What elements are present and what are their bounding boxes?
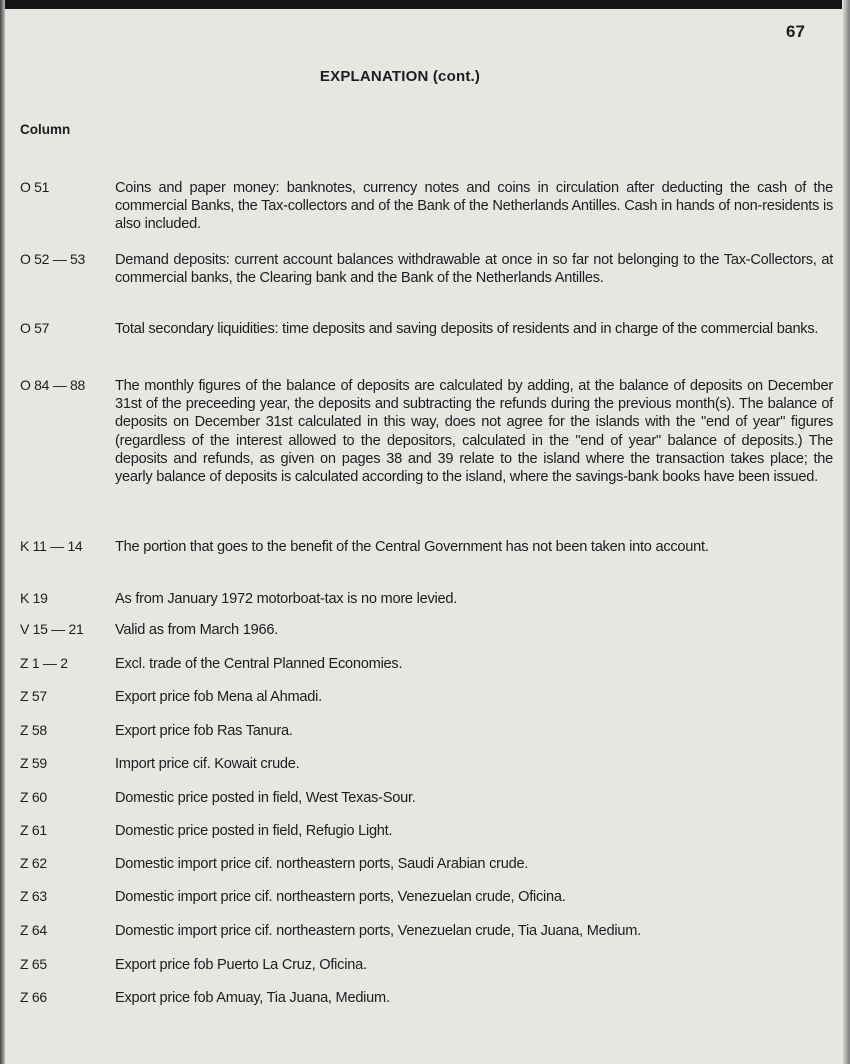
scan-right-edge [842,0,850,1064]
explanation-text: Domestic import price cif. northeastern ports, Venezuelan crude, Tia Juana, Medium. [115,923,641,939]
explanation-text: Import price cif. Kowait crude. [115,756,300,772]
column-code: V 15 — 21 [20,621,84,637]
explanation-text: Domestic import price cif. northeastern ports, Venezuelan crude, Oficina. [115,889,566,905]
column-code: Z 65 [20,956,47,972]
column-code: Z 57 [20,688,47,704]
explanation-text: Coins and paper money: banknotes, currency notes and coins in circulation after deducting the cash of the commercial Banks, the Tax-collectors and of the Bank of the Netherlands Antilles. Cash in hands of non-residents is also included. [115,180,833,233]
explanation-text: Valid as from March 1966. [115,622,279,638]
page-title: EXPLANATION (cont.) [319,68,481,85]
column-code: Z 64 [20,922,47,938]
column-code: O 84 — 88 [20,377,86,393]
column-header: Column [20,122,71,137]
column-code: O 57 [20,320,50,336]
explanation-text: The monthly figures of the balance of deposits are calculated by adding, at the balance of deposits on December 31st of the preceeding year, the deposits and subtracting the refunds during the previous month(s). The balance of deposits on December 31st calculated in this way, does not agree for the islands with the "end of year" figures (regardless of the interest allowed to the depositors, calculated in the "end of year" balance of deposits.) The deposits and refunds, as given on pages 38 and 39 relate to the island where the transaction takes place; the yearly balance of deposits is calculated according to the island, where the savings-bank books have been issued. [115,378,833,486]
column-code: O 52 — 53 [20,251,86,267]
column-code: K 19 [20,590,48,606]
explanation-text: As from January 1972 motorboat-tax is no more levied. [115,591,458,607]
column-code: Z 1 — 2 [20,655,68,671]
page-number: 67 [786,22,805,41]
column-code: Z 66 [20,989,47,1005]
explanation-text: Domestic price posted in field, Refugio Light. [115,823,393,839]
scan-binding-edge [0,0,5,1064]
explanation-text: Export price fob Puerto La Cruz, Oficina. [115,957,367,973]
explanation-text: Demand deposits: current account balances withdrawable at once in so far not belonging to the Tax-Collectors, at commercial banks, the Clearing bank and the Bank of the Netherlands Antilles. [115,252,833,287]
column-code: K 11 — 14 [20,538,83,554]
explanation-text: Domestic import price cif. northeastern ports, Saudi Arabian crude. [115,856,529,872]
explanation-text: Export price fob Amuay, Tia Juana, Medium. [115,990,390,1006]
explanation-text: Total secondary liquidities: time deposits and saving deposits of residents and in charge of the commercial banks. [115,321,819,337]
explanation-text: Export price fob Ras Tanura. [115,723,293,739]
explanation-text: Excl. trade of the Central Planned Economies. [115,656,403,672]
column-code: Z 61 [20,822,47,838]
column-code: Z 59 [20,755,47,771]
column-code: O 51 [20,179,50,195]
explanation-text: Export price fob Mena al Ahmadi. [115,689,322,705]
explanation-text: The portion that goes to the benefit of the Central Government has not been taken into account. [115,539,709,555]
column-code: Z 60 [20,789,47,805]
scan-top-border [0,0,850,9]
explanation-text: Domestic price posted in field, West Texas-Sour. [115,790,416,806]
column-code: Z 58 [20,722,47,738]
column-code: Z 62 [20,855,47,871]
column-code: Z 63 [20,888,47,904]
